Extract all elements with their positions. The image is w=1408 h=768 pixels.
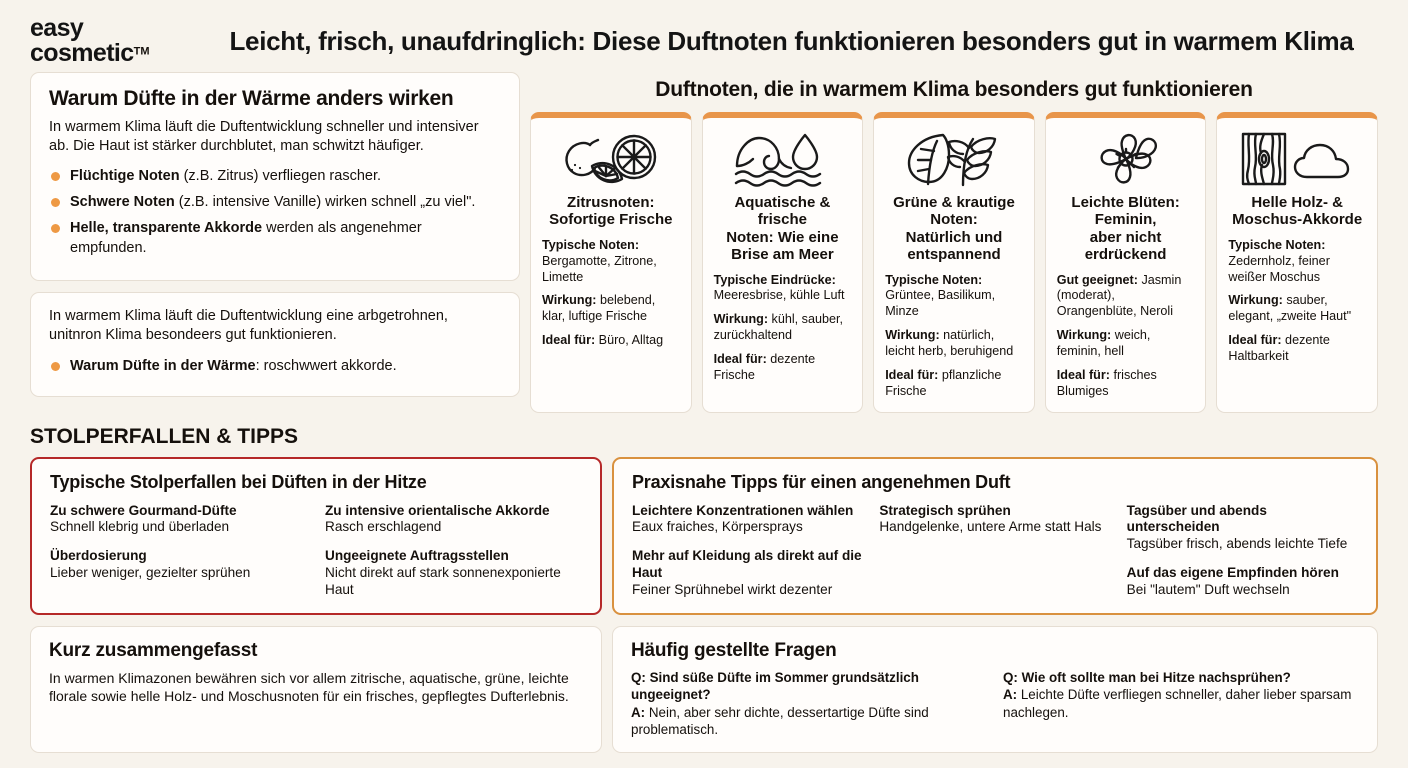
tips-heading: Praxisnahe Tipps für einen angenehmen Duft bbox=[632, 471, 1011, 492]
tip-item-desc: Rasch erschlagend bbox=[325, 519, 442, 535]
fragrance-card-row bbox=[885, 273, 1023, 321]
row-value: natürlich, leicht herb, beruhigend bbox=[885, 328, 1014, 358]
tip-item bbox=[1127, 565, 1358, 599]
logo-trademark: TM bbox=[133, 45, 150, 58]
page-header bbox=[0, 0, 1408, 72]
bullet-item bbox=[49, 218, 501, 258]
faq-column bbox=[612, 626, 1378, 754]
row-value: Meeresbrise, kühle Luft bbox=[713, 288, 845, 303]
row-label: Ideal für: bbox=[713, 352, 767, 366]
fragrance-card-row bbox=[1057, 273, 1195, 321]
cards-section-heading: Duftnoten, die in warmem Klima besonders gut funktionieren bbox=[655, 78, 1253, 101]
row-label: Typische Noten: bbox=[885, 272, 983, 287]
citrus-icon bbox=[542, 128, 680, 190]
tips-column bbox=[612, 457, 1378, 615]
tip-item-desc: Schnell klebrig und überladen bbox=[50, 519, 230, 535]
row-label: Wirkung: bbox=[1056, 328, 1112, 343]
row-label: Typische Eindrücke: bbox=[713, 272, 836, 287]
tips-col-3 bbox=[1127, 503, 1358, 599]
faq-answer bbox=[631, 704, 987, 739]
tip-item-title: Überdosierung bbox=[50, 548, 147, 564]
fragrance-card-row bbox=[714, 312, 852, 344]
bullet-item bbox=[49, 166, 501, 186]
row-label: Wirkung: bbox=[542, 293, 597, 308]
faq-heading: Häufig gestellte Fragen bbox=[631, 639, 837, 661]
row-label: Ideal für: bbox=[1056, 367, 1110, 382]
fragrance-card bbox=[873, 112, 1035, 413]
bullet-item bbox=[49, 356, 501, 376]
logo-line-2: cosmetic bbox=[30, 39, 134, 67]
why-heading: Warum Düfte in der Wärme anders wirken bbox=[49, 87, 454, 110]
row-label: Ideal für: bbox=[1228, 333, 1282, 348]
row-label: Wirkung: bbox=[713, 312, 769, 327]
fragrance-card-grid bbox=[530, 112, 1378, 413]
fragrance-card-row bbox=[1228, 333, 1366, 365]
tip-item-title: Zu schwere Gourmand-Düfte bbox=[50, 502, 237, 518]
faq-box bbox=[612, 626, 1378, 754]
row-value: dezente Haltbarkeit bbox=[1228, 333, 1330, 363]
pitfalls-heading: Typische Stolperfallen bei Düften in der Hitze bbox=[50, 471, 427, 492]
row-label: Wirkung: bbox=[885, 328, 940, 343]
why-secondary-box bbox=[30, 292, 520, 396]
tip-item-title: Ungeeignete Auftragsstellen bbox=[325, 548, 509, 564]
tip-item-title: Leichtere Konzentrationen wählen bbox=[632, 502, 854, 518]
fragrance-card-row bbox=[542, 333, 680, 349]
wood-cloud-icon bbox=[1228, 128, 1366, 190]
pitfalls-col-1 bbox=[50, 503, 307, 599]
upper-region bbox=[0, 72, 1408, 413]
tip-item-desc: Nicht direkt auf stark sonnenexponierte Haut bbox=[325, 565, 561, 597]
fragrance-card-row bbox=[714, 352, 852, 384]
why-intro: In warmem Klima läuft die Duftentwicklung schneller und intensiver ab. Die Haut ist stärker durchblutet, man schwitzt häufiger. bbox=[49, 119, 479, 155]
tip-item-title: Tagsüber und abends unterscheiden bbox=[1126, 502, 1267, 535]
fragrance-card-title: Helle Holz- & Moschus-Akkorde bbox=[1232, 194, 1363, 229]
summary-text: In warmen Klimazonen bewähren sich vor allem zitrische, aquatische, grüne, leichte florale sowie helle Holz- und Moschusnoten für ein frisches, gepflegtes Dufterlebnis. bbox=[49, 669, 569, 705]
fragrance-card-row bbox=[1057, 368, 1195, 400]
faq-item bbox=[1003, 669, 1359, 739]
faq-answer-text: Nein, aber sehr dichte, dessertartige Düfte sind problematisch. bbox=[631, 704, 929, 738]
bullet-label: Helle, transparente Akkorde bbox=[70, 220, 263, 237]
row-value: belebend, klar, luftige Frische bbox=[542, 293, 656, 324]
bullet-text: (z.B. Zitrus) verfliegen rascher. bbox=[179, 168, 382, 185]
tip-item-title: Mehr auf Kleidung als direkt auf die Haut bbox=[632, 548, 862, 581]
fragrance-card bbox=[530, 112, 692, 413]
tip-item-desc: Lieber weniger, gezielter sprühen bbox=[50, 565, 251, 581]
logo-line-1: easy bbox=[30, 14, 84, 42]
bullet-label: Flüchtige Noten bbox=[70, 168, 180, 185]
right-column bbox=[530, 72, 1378, 413]
tip-item bbox=[632, 503, 863, 537]
faq-answer-text: Leichte Düfte verfliegen schneller, daher lieber sparsam nachlegen. bbox=[1003, 687, 1352, 720]
row-label: Ideal für: bbox=[885, 367, 939, 382]
row-label: Typische Noten: bbox=[542, 237, 640, 252]
summary-column bbox=[30, 626, 602, 754]
fragrance-card-row bbox=[542, 293, 680, 325]
row-value: pflanzliche Frische bbox=[885, 367, 1002, 398]
brand-logo bbox=[30, 16, 205, 66]
fragrance-card-row bbox=[1228, 293, 1366, 325]
why-box bbox=[30, 72, 520, 281]
fragrance-card bbox=[1216, 112, 1378, 413]
row-label: Wirkung: bbox=[1228, 293, 1283, 308]
tip-item-desc: Handgelenke, untere Arme statt Hals bbox=[879, 519, 1102, 535]
row-value: sauber, elegant, „zweite Haut" bbox=[1228, 293, 1352, 324]
tips-box bbox=[612, 457, 1378, 615]
tip-item bbox=[325, 548, 582, 599]
wave-droplet-icon bbox=[714, 128, 852, 190]
why2-intro: In warmem Klima läuft die Duftentwicklung eine arbgetrohnen, unitnron Klima besondeers gut funktionieren. bbox=[49, 308, 448, 344]
fragrance-card-row bbox=[885, 368, 1023, 400]
left-column bbox=[30, 72, 520, 397]
tip-item-desc: Feiner Sprühnebel wirkt dezenter bbox=[632, 581, 833, 597]
faq-answer-label: A: bbox=[1003, 687, 1018, 703]
faq-question: Q: Sind süße Düfte im Sommer grundsätzlich ungeeignet? bbox=[631, 669, 919, 703]
tips-col-2 bbox=[879, 503, 1110, 599]
faq-list bbox=[631, 669, 1359, 739]
pitfalls-box bbox=[30, 457, 602, 615]
fragrance-card-title: Leichte Blüten: Feminin, aber nicht erdrückend bbox=[1071, 194, 1180, 264]
tips-region bbox=[0, 457, 1408, 615]
tip-item bbox=[50, 503, 307, 537]
tip-item-title: Zu intensive orientalische Akkorde bbox=[325, 502, 550, 518]
row-label: Ideal für: bbox=[542, 333, 596, 348]
flower-icon bbox=[1057, 128, 1195, 190]
fragrance-card-row bbox=[542, 238, 680, 286]
fragrance-card-title: Zitrusnoten: Sofortige Frische bbox=[549, 194, 673, 229]
tip-item bbox=[325, 503, 582, 537]
tip-item bbox=[50, 548, 307, 582]
fragrance-card-row bbox=[714, 273, 852, 305]
pitfalls-section-heading: STOLPERFALLEN & TIPPS bbox=[30, 424, 298, 448]
tip-item-desc: Eaux fraiches, Körpersprays bbox=[632, 519, 803, 535]
fragrance-card-title: Aquatische & frische Noten: Wie eine Brise am Meer bbox=[726, 194, 839, 264]
tip-item-title: Strategisch sprühen bbox=[879, 502, 1011, 518]
tips-col-1 bbox=[632, 503, 863, 599]
pitfalls-column bbox=[30, 457, 602, 615]
fragrance-card-row bbox=[1057, 328, 1195, 360]
fragrance-card-row bbox=[1228, 238, 1366, 286]
tip-item bbox=[879, 503, 1110, 537]
page-title: Leicht, frisch, unaufdringlich: Diese Duftnoten funktionieren besonders gut in warmem Klima bbox=[229, 25, 1354, 56]
tip-item bbox=[1127, 503, 1358, 554]
row-value: weich, feminin, hell bbox=[1056, 328, 1151, 358]
why-bullet-list bbox=[49, 166, 501, 258]
row-value: frisches Blumiges bbox=[1056, 367, 1157, 398]
bullet-text: : roschwwert akkorde. bbox=[255, 357, 397, 374]
row-label: Gut geeignet: bbox=[1056, 272, 1138, 287]
bullet-item bbox=[49, 192, 501, 212]
summary-heading: Kurz zusammengefasst bbox=[49, 639, 258, 661]
fragrance-card bbox=[702, 112, 864, 413]
bullet-text: werden als angenehmer empfunden. bbox=[70, 220, 422, 257]
bottom-region bbox=[0, 615, 1408, 754]
bullet-label: Schwere Noten bbox=[70, 194, 175, 211]
row-value: dezente Frische bbox=[713, 352, 816, 382]
fragrance-card-row bbox=[885, 328, 1023, 360]
row-value: Grüntee, Basilikum, Minze bbox=[885, 288, 996, 319]
faq-answer bbox=[1003, 686, 1359, 721]
row-value: Jasmin (moderat), Orangenblüte, Neroli bbox=[1056, 272, 1182, 319]
why2-bullet-list bbox=[49, 356, 501, 376]
fragrance-card-title: Grüne & krautige Noten: Natürlich und entspannend bbox=[893, 194, 1015, 264]
faq-answer-label: A: bbox=[631, 704, 646, 720]
tip-item-title: Auf das eigene Empfinden hören bbox=[1126, 565, 1339, 581]
faq-item bbox=[631, 669, 987, 739]
bullet-label: Warum Düfte in der Wärme bbox=[70, 357, 256, 374]
row-value: Zedernholz, feiner weißer Moschus bbox=[1228, 253, 1330, 284]
leaves-icon bbox=[885, 128, 1023, 190]
row-value: kühl, sauber, zurückhaltend bbox=[713, 312, 843, 343]
tip-item-desc: Bei "lautem" Duft wechseln bbox=[1126, 581, 1290, 597]
faq-question: Q: Wie oft sollte man bei Hitze nachsprühen? bbox=[1003, 669, 1291, 685]
row-label: Typische Noten: bbox=[1228, 237, 1326, 252]
bullet-text: (z.B. intensive Vanille) wirken schnell „zu viel". bbox=[174, 194, 476, 211]
pitfalls-col-2 bbox=[325, 503, 582, 599]
summary-box bbox=[30, 626, 602, 754]
fragrance-card bbox=[1045, 112, 1207, 413]
row-value: Büro, Alltag bbox=[595, 333, 664, 348]
row-value: Bergamotte, Zitrone, Limette bbox=[542, 253, 657, 284]
tip-item bbox=[632, 548, 863, 599]
tip-item-desc: Tagsüber frisch, abends leichte Tiefe bbox=[1126, 536, 1348, 552]
